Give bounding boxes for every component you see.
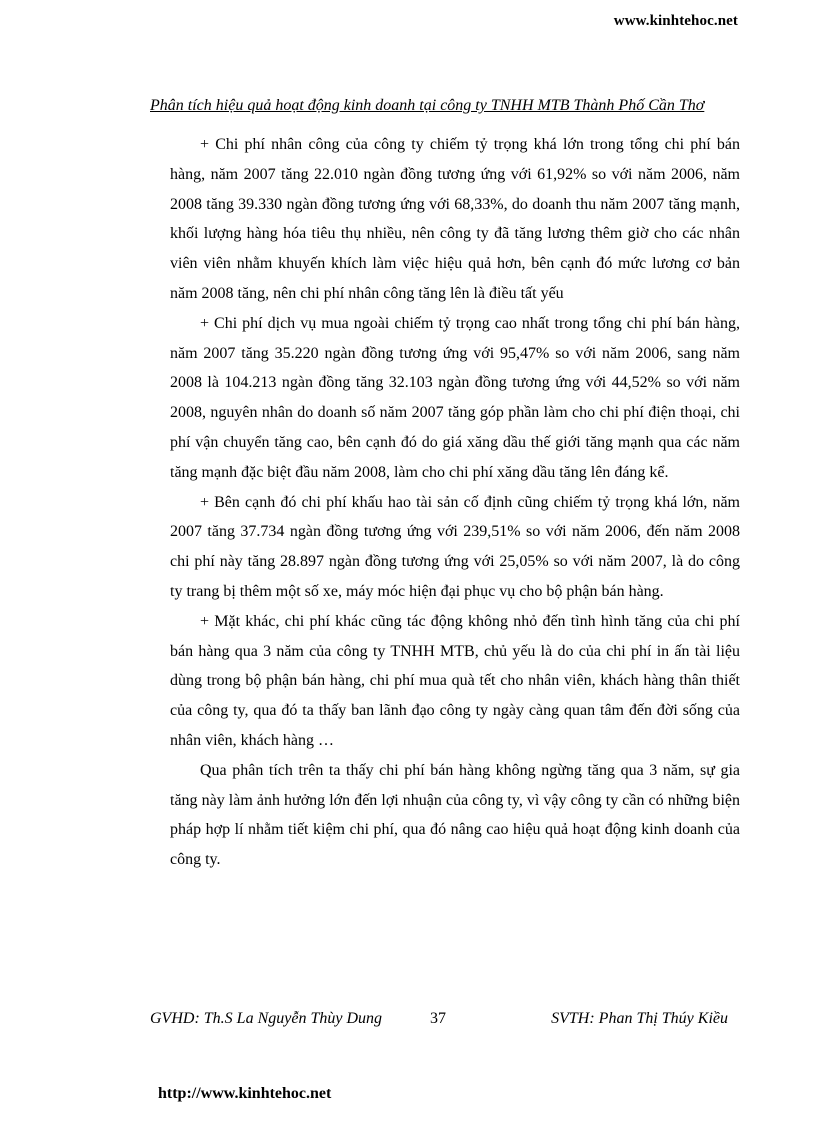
paragraph-outsourced-services: + Chi phí dịch vụ mua ngoài chiếm tỷ trọng cao nhất trong tổng chi phí bán hàng, năm 2007 tăng 35.220 ngàn đồng tương ứng với 95,47% so với năm 2006, sang năm 2008 là 104.213 ngàn đồng tăng 32.103 ngàn đồng tương ứng với 44,52% so với năm 2008, nguyên nhân do doanh số năm 2007 tăng góp phần làm cho chi phí điện thoại, chi phí vận chuyển tăng cao, bên cạnh đó do giá xăng dầu thế giới tăng mạnh qua các năm tăng mạnh đặc biệt đầu năm 2008, làm cho chi phí xăng dầu tăng lên đáng kể. <box>170 314 740 481</box>
footer-instructor: GVHD: Th.S La Nguyễn Thùy Dung <box>150 1010 382 1027</box>
paragraph-depreciation: + Bên cạnh đó chi phí khấu hao tài sản cố định cũng chiếm tỷ trọng khá lớn, năm 2007 tăng 37.734 ngàn đồng tương ứng với 239,51% so với năm 2006, đến năm 2008 chi phí này tăng 28.897 ngàn đồng tương ứng với 25,05% so với năm 2007, là do công ty trang bị thêm một số xe, máy móc hiện đại phục vụ cho bộ phận bán hàng. <box>170 493 740 600</box>
document-body <box>170 130 740 875</box>
paragraph-labor-cost: + Chi phí nhân công của công ty chiếm tỷ trọng khá lớn trong tổng chi phí bán hàng, năm 2007 tăng 22.010 ngàn đồng tương ứng với 61,92% so với năm 2006, năm 2008 tăng 39.330 ngàn đồng tương ứng với 68,33%, do doanh thu năm 2007 tăng mạnh, khối lượng hàng hóa tiêu thụ nhiều, nên công ty đã tăng lương thêm giờ cho các nhân viên viên nhằm khuyến khích làm việc hiệu quả hơn, bên cạnh đó mức lương cơ bản năm 2008 tăng, nên chi phí nhân công tăng lên là điều tất yếu <box>170 136 740 302</box>
page-footer <box>150 1010 740 1034</box>
page-number: 37 <box>430 1010 446 1027</box>
footer-student: SVTH: Phan Thị Thúy Kiều <box>551 1010 728 1027</box>
paragraph-conclusion: Qua phân tích trên ta thấy chi phí bán hàng không ngừng tăng qua 3 năm, sự gia tăng này làm ảnh hưởng lớn đến lợi nhuận của công ty, vì vậy công ty cần có những biện pháp hợp lí nhằm tiết kiệm chi phí, qua đó nâng cao hiệu quả hoạt động kinh doanh của công ty. <box>170 761 740 869</box>
page-title: Phân tích hiệu quả hoạt động kinh doanh tại công ty TNHH MTB Thành Phố Cần Thơ <box>150 97 705 114</box>
header-site-url[interactable]: www.kinhtehoc.net <box>613 13 738 29</box>
paragraph-other-costs: + Mặt khác, chi phí khác cũng tác động không nhỏ đến tình hình tăng của chi phí bán hàng qua 3 năm của công ty TNHH MTB, chủ yếu là do của chi phí in ấn tài liệu dùng trong bộ phận bán hàng, chi phí mua quà tết cho nhân viên, khách hàng thân thiết của công ty, qua đó ta thấy ban lãnh đạo công ty ngày càng quan tâm đến đời sống của nhân viên, khách hàng … <box>170 612 740 749</box>
footer-site-url[interactable]: http://www.kinhtehoc.net <box>158 1085 332 1102</box>
